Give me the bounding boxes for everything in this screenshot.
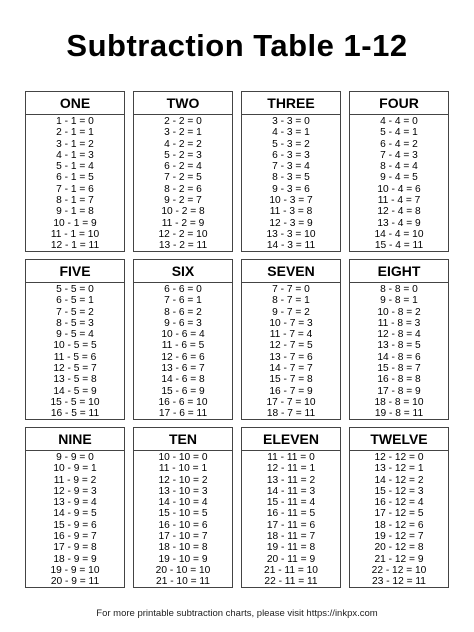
equation-row: 14 - 10 = 4 [158,497,208,509]
equation-row: 17 - 9 = 8 [53,542,97,554]
equation-row: 12 - 9 = 3 [53,485,97,497]
equation-row: 11 - 7 = 4 [269,329,313,341]
page-title: Subtraction Table 1-12 [66,28,408,63]
equation-row: 9 - 1 = 8 [56,206,94,218]
equation-row: 11 - 9 = 2 [53,474,97,486]
equation-row: 5 - 3 = 2 [272,138,310,150]
equation-row: 12 - 3 = 9 [269,217,313,229]
equation-row: 13 - 9 = 4 [53,497,97,509]
table-header: EIGHT [350,260,448,283]
equation-row: 13 - 3 = 10 [266,228,316,240]
equation-row: 4 - 2 = 2 [164,138,202,150]
equation-row: 12 - 4 = 8 [377,206,421,218]
equation-row: 16 - 11 = 5 [266,508,316,520]
equation-row: 10 - 10 = 0 [158,452,208,463]
equation-row: 15 - 9 = 6 [53,519,97,531]
table-header: SEVEN [242,260,340,283]
equation-row: 8 - 5 = 3 [56,317,94,329]
equation-row: 13 - 11 = 2 [266,474,316,486]
equation-row: 11 - 5 = 6 [53,351,97,363]
equation-row: 22 - 12 = 10 [371,564,427,576]
table-card-eight [349,259,449,420]
equation-row: 13 - 2 = 11 [158,240,208,252]
equation-row: 8 - 7 = 1 [272,295,310,307]
table-rows [350,283,448,420]
equation-row: 6 - 6 = 0 [164,284,202,295]
table-rows [134,283,232,420]
footer-note: For more printable subtraction charts, please visit https://inkpx.com [96,608,378,619]
equation-row: 10 - 1 = 9 [53,217,97,229]
equation-row: 14 - 6 = 8 [161,374,205,386]
equation-row: 11 - 1 = 10 [50,228,100,240]
equation-row: 17 - 12 = 5 [374,508,424,520]
equation-row: 21 - 10 = 11 [156,576,210,588]
table-rows [26,115,124,252]
equation-row: 9 - 3 = 6 [272,183,310,195]
equation-row: 5 - 5 = 0 [56,284,94,295]
table-rows [242,451,340,588]
equation-row: 8 - 2 = 6 [164,183,202,195]
equation-row: 11 - 11 = 0 [267,452,315,463]
table-rows [350,115,448,252]
equation-row: 6 - 4 = 2 [380,138,418,150]
table-header: ELEVEN [242,428,340,451]
equation-row: 18 - 10 = 8 [158,542,208,554]
tables-grid [25,91,449,588]
equation-row: 11 - 2 = 9 [161,217,205,229]
table-header: FOUR [350,92,448,115]
equation-row: 12 - 7 = 5 [269,340,313,352]
equation-row: 10 - 8 = 2 [377,306,421,318]
equation-row: 11 - 3 = 8 [269,206,313,218]
table-card-five [25,259,125,420]
table-card-twelve [349,427,449,588]
equation-row: 20 - 9 = 11 [50,576,100,588]
equation-row: 8 - 3 = 5 [272,172,310,184]
equation-row: 13 - 12 = 1 [374,463,424,475]
equation-row: 15 - 6 = 9 [161,385,205,397]
table-rows [134,451,232,588]
equation-row: 9 - 9 = 0 [56,452,94,463]
equation-row: 10 - 5 = 5 [53,340,97,352]
equation-row: 13 - 7 = 6 [269,351,313,363]
equation-row: 7 - 6 = 1 [164,295,202,307]
equation-row: 16 - 6 = 10 [158,396,208,408]
table-header: THREE [242,92,340,115]
equation-row: 14 - 7 = 7 [269,363,313,375]
equation-row: 14 - 4 = 10 [374,228,424,240]
equation-row: 12 - 11 = 1 [266,463,316,475]
table-header: TWO [134,92,232,115]
equation-row: 13 - 4 = 9 [377,217,421,229]
table-rows [134,115,232,252]
equation-row: 22 - 11 = 11 [264,576,318,588]
equation-row: 18 - 9 = 9 [53,553,97,565]
equation-row: 2 - 2 = 0 [164,116,202,127]
equation-row: 6 - 1 = 5 [56,172,94,184]
table-header: SIX [134,260,232,283]
equation-row: 6 - 3 = 3 [272,149,310,161]
table-card-ten [133,427,233,588]
equation-row: 8 - 4 = 4 [380,161,418,173]
equation-row: 10 - 2 = 8 [161,206,205,218]
equation-row: 15 - 5 = 10 [50,396,100,408]
equation-row: 2 - 1 = 1 [56,127,94,139]
equation-row: 14 - 11 = 3 [266,485,316,497]
equation-row: 17 - 11 = 6 [266,519,316,531]
equation-row: 4 - 1 = 3 [56,149,94,161]
equation-row: 15 - 12 = 3 [374,485,424,497]
table-card-seven [241,259,341,420]
equation-row: 11 - 6 = 5 [161,340,205,352]
table-header: FIVE [26,260,124,283]
equation-row: 8 - 8 = 0 [380,284,418,295]
equation-row: 11 - 8 = 3 [377,317,421,329]
equation-row: 11 - 4 = 7 [377,195,421,207]
table-card-one [25,91,125,252]
equation-row: 6 - 2 = 4 [164,161,202,173]
equation-row: 14 - 5 = 9 [53,385,97,397]
equation-row: 7 - 7 = 0 [272,284,310,295]
equation-row: 13 - 8 = 5 [377,340,421,352]
equation-row: 5 - 2 = 3 [164,149,202,161]
table-card-nine [25,427,125,588]
table-card-two [133,91,233,252]
equation-row: 19 - 9 = 10 [50,564,100,576]
equation-row: 12 - 8 = 4 [377,329,421,341]
equation-row: 9 - 7 = 2 [272,306,310,318]
equation-row: 9 - 8 = 1 [380,295,418,307]
equation-row: 15 - 11 = 4 [266,497,316,509]
equation-row: 20 - 12 = 8 [374,542,424,554]
equation-row: 23 - 12 = 11 [372,576,426,588]
equation-row: 10 - 9 = 1 [53,463,97,475]
table-card-six [133,259,233,420]
equation-row: 15 - 7 = 8 [269,374,313,386]
equation-row: 17 - 7 = 10 [266,396,316,408]
equation-row: 9 - 2 = 7 [164,195,202,207]
equation-row: 11 - 10 = 1 [158,463,208,475]
equation-row: 18 - 11 = 7 [266,531,316,543]
table-rows [242,115,340,252]
equation-row: 7 - 1 = 6 [56,183,94,195]
equation-row: 19 - 12 = 7 [374,531,424,543]
table-header: TWELVE [350,428,448,451]
equation-row: 21 - 12 = 9 [374,553,424,565]
equation-row: 10 - 7 = 3 [269,317,313,329]
equation-row: 5 - 1 = 4 [56,161,94,173]
equation-row: 12 - 5 = 7 [53,363,97,375]
table-rows [350,451,448,588]
equation-row: 8 - 1 = 7 [56,195,94,207]
equation-row: 16 - 8 = 8 [377,374,421,386]
equation-row: 4 - 3 = 1 [272,127,310,139]
equation-row: 14 - 12 = 2 [374,474,424,486]
equation-row: 9 - 4 = 5 [380,172,418,184]
equation-row: 19 - 10 = 9 [158,553,208,565]
equation-row: 18 - 7 = 11 [266,408,316,420]
table-card-eleven [241,427,341,588]
equation-row: 12 - 2 = 10 [158,228,208,240]
equation-row: 9 - 5 = 4 [56,329,94,341]
equation-row: 13 - 10 = 3 [158,485,208,497]
equation-row: 12 - 10 = 2 [158,474,208,486]
equation-row: 12 - 12 = 0 [374,452,424,463]
equation-row: 4 - 4 = 0 [380,116,418,127]
equation-row: 1 - 1 = 0 [56,116,94,127]
table-header: TEN [134,428,232,451]
equation-row: 16 - 12 = 4 [374,497,424,509]
equation-row: 14 - 8 = 6 [377,351,421,363]
equation-row: 12 - 6 = 6 [161,351,205,363]
equation-row: 10 - 6 = 4 [161,329,205,341]
equation-row: 16 - 10 = 6 [158,519,208,531]
table-rows [26,451,124,588]
equation-row: 7 - 4 = 3 [380,149,418,161]
equation-row: 16 - 7 = 9 [269,385,313,397]
equation-row: 14 - 9 = 5 [53,508,97,520]
equation-row: 19 - 8 = 11 [374,408,424,420]
equation-row: 6 - 5 = 1 [56,295,94,307]
equation-row: 8 - 6 = 2 [164,306,202,318]
equation-row: 7 - 5 = 2 [56,306,94,318]
table-header: NINE [26,428,124,451]
equation-row: 17 - 8 = 9 [377,385,421,397]
table-header: ONE [26,92,124,115]
equation-row: 12 - 1 = 11 [50,240,100,252]
equation-row: 16 - 5 = 11 [50,408,100,420]
equation-row: 15 - 8 = 7 [377,363,421,375]
equation-row: 18 - 8 = 10 [374,396,424,408]
equation-row: 14 - 3 = 11 [266,240,316,252]
equation-row: 10 - 3 = 7 [269,195,313,207]
equation-row: 17 - 10 = 7 [158,531,208,543]
equation-row: 5 - 4 = 1 [380,127,418,139]
equation-row: 3 - 1 = 2 [56,138,94,150]
equation-row: 20 - 10 = 10 [155,564,211,576]
equation-row: 13 - 6 = 7 [161,363,205,375]
equation-row: 21 - 11 = 10 [264,564,318,576]
equation-row: 13 - 5 = 8 [53,374,97,386]
equation-row: 15 - 4 = 11 [374,240,424,252]
table-card-three [241,91,341,252]
equation-row: 10 - 4 = 6 [377,183,421,195]
equation-row: 7 - 3 = 4 [272,161,310,173]
equation-row: 3 - 2 = 1 [164,127,202,139]
equation-row: 7 - 2 = 5 [164,172,202,184]
equation-row: 16 - 9 = 7 [53,531,97,543]
equation-row: 3 - 3 = 0 [272,116,310,127]
equation-row: 20 - 11 = 9 [266,553,316,565]
equation-row: 18 - 12 = 6 [374,519,424,531]
equation-row: 9 - 6 = 3 [164,317,202,329]
table-rows [242,283,340,420]
equation-row: 17 - 6 = 11 [158,408,208,420]
equation-row: 19 - 11 = 8 [266,542,316,554]
table-card-four [349,91,449,252]
equation-row: 15 - 10 = 5 [158,508,208,520]
table-rows [26,283,124,420]
